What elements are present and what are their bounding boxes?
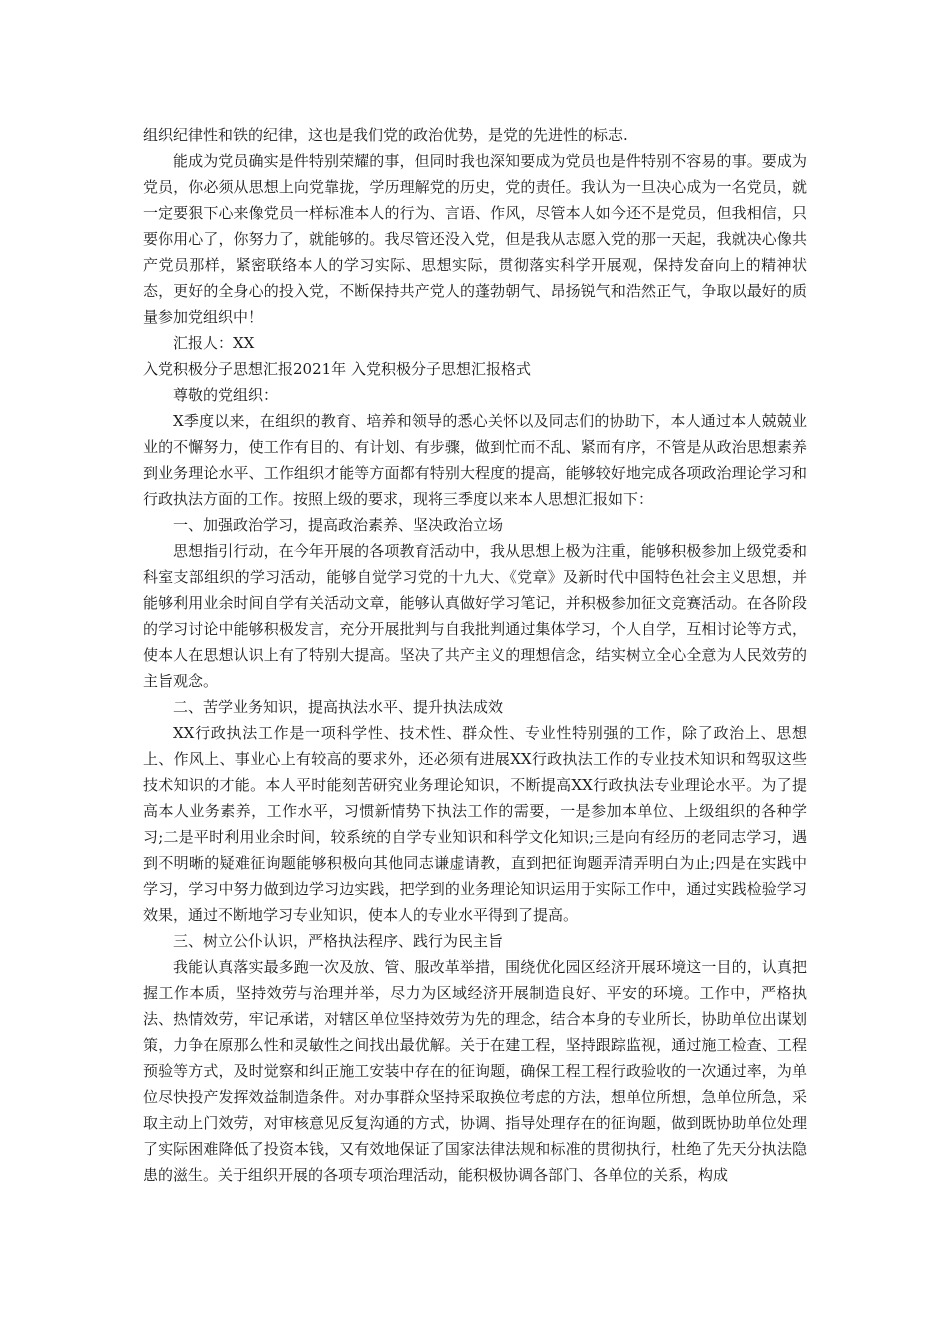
paragraph: XX行政执法工作是一项科学性、技术性、群众性、专业性特别强的工作，除了政治上、思想上、作风上、事业心上有较高的要求外，还必须有进展XX行政执法工作的专业技术知识和驾驭这些技术知识的才能。本人平时能刻苦研究业务理论知识，不断提高XX行政执法专业理论水平。为了提高本人业务素养，工作水平，习惯新情势下执法工作的需要，一是参加本单位、上级组织的各种学习;二是平时利用业余时间，较系统的自学专业知识和科学文化知识;三是向有经历的老同志学习，遇到不明晰的疑难征询题能够积极向其他同志谦虚请教，直到把征询题弄清弄明白为止;四是在实践中学习，学习中努力做到边学习边实践，把学到的业务理论知识运用于实际工作中，通过实践检验学习效果，通过不断地学习专业知识，使本人的专业水平得到了提高。 — [143, 724, 807, 924]
section-heading: 三、树立公仆认识，严格执法程序、践行为民主旨 — [173, 932, 504, 950]
section-heading: 一、加强政治学习，提高政治素养、坚决政治立场 — [173, 516, 504, 534]
paragraph: 思想指引行动，在今年开展的各项教育活动中，我从思想上极为注重，能够积极参加上级党委和科室支部组织的学习活动，能够自觉学习党的十九大、《党章》及新时代中国特色社会主义思想，并能够利用业余时间自学有关活动文章，能够认真做好学习笔记，并积极参加征文竞赛活动。在各阶段的学习讨论中能够积极发言，充分开展批判与自我批判通过集体学习，个人自学，互相讨论等方式，使本人在思想认识上有了特别大提高。坚决了共产主义的理想信念，结实树立全心全意为人民效劳的主旨观念。 — [143, 542, 807, 690]
reporter-line: 汇报人：XX — [173, 334, 255, 352]
salutation: 尊敬的党组织： — [173, 386, 279, 404]
document-title: 入党积极分子思想汇报2021年 入党积极分子思想汇报格式 — [143, 360, 531, 378]
section-heading: 二、苦学业务知识，提高执法水平、提升执法成效 — [173, 698, 504, 716]
paragraph: 组织纪律性和铁的纪律，这也是我们党的政治优势，是党的先进性的标志. — [143, 126, 628, 144]
paragraph: 能成为党员确实是件特别荣耀的事，但同时我也深知要成为党员也是件特别不容易的事。要成为党员，你必须从思想上向党靠拢，学历理解党的历史，党的责任。我认为一旦决心成为一名党员，就一定要狠下心来像党员一样标准本人的行为、言语、作风，尽管本人如今还不是党员，但我相信，只要你用心了，你努力了，就能够的。我尽管还没入党，但是我从志愿入党的那一天起，我就决心像共产党员那样，紧密联络本人的学习实际、思想实际，贯彻落实科学开展观，保持发奋向上的精神状态，更好的全身心的投入党，不断保持共产党人的蓬勃朝气、昂扬锐气和浩然正气，争取以最好的质量参加党组织中！ — [143, 152, 807, 326]
paragraph: 我能认真落实最多跑一次及放、管、服改革举措，围绕优化园区经济开展环境这一目的，认真把握工作本质，坚持效劳与治理并举，尽力为区域经济开展制造良好、平安的环境。工作中，严格执法、热情效劳，牢记承诺，对辖区单位坚持效劳为先的理念，结合本身的专业所长，协助单位出谋划策，力争在原那么性和灵敏性之间找出最优解。关于在建工程，坚持跟踪监视，通过施工检查、工程预验等方式，及时觉察和纠正施工安装中存在的征询题，确保工程工程行政验收的一次通过率，为单位尽快投产发挥效益制造条件。对办事群众坚持采取换位考虑的方法，想单位所想，急单位所急，采取主动上门效劳，对审核意见反复沟通的方式，协调、指导处理存在的征询题，做到既协助单位处理了实际困难降低了投资本钱，又有效地保证了国家法律法规和标准的贯彻执行，杜绝了先天分执法隐患的滋生。关于组织开展的各项专项治理活动，能积极协调各部门、各单位的关系，构成 — [143, 958, 807, 1184]
paragraph: X季度以来，在组织的教育、培养和领导的悉心关怀以及同志们的协助下，本人通过本人兢兢业业的不懈努力，使工作有目的、有计划、有步骤，做到忙而不乱、紧而有序，不管是从政治思想素养到业务理论水平、工作组织才能等方面都有特别大程度的提高，能够较好地完成各项政治理论学习和行政执法方面的工作。按照上级的要求，现将三季度以来本人思想汇报如下： — [143, 412, 807, 508]
document-body — [143, 122, 807, 1188]
